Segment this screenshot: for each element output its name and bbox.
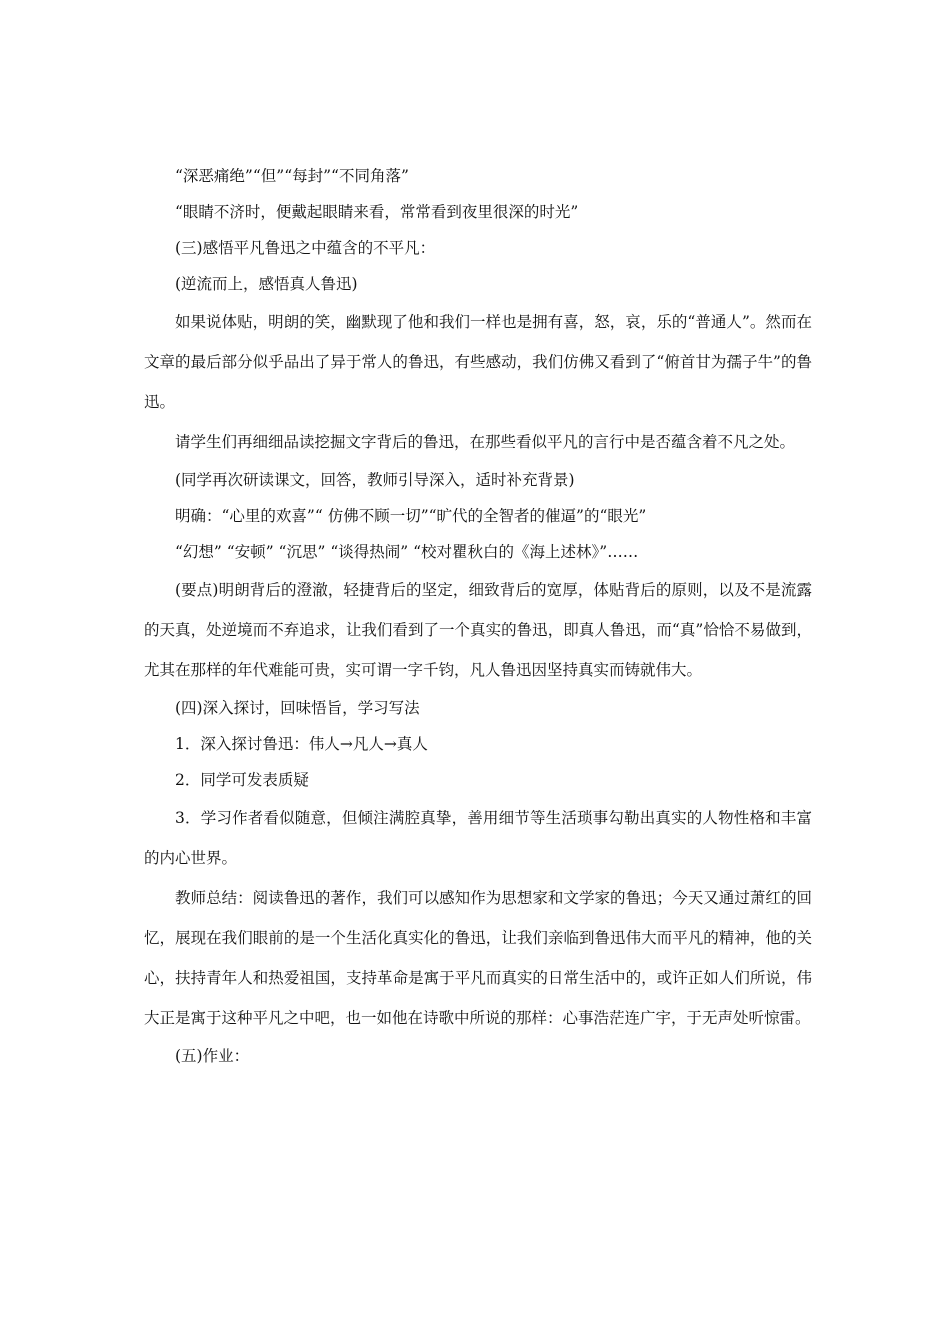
list-item-1: 1．深入探讨鲁迅：伟人→凡人→真人 bbox=[175, 735, 428, 753]
paragraph-instruction: 请学生们再细细品读挖掘文字背后的鲁迅，在那些看似平凡的言行中是否蕴含着不凡之处。 bbox=[175, 433, 796, 451]
section-heading-3: (三)感悟平凡鲁迅之中蕴含的不平凡： bbox=[175, 239, 436, 257]
paragraph-quote-glasses: “眼睛不济时，便戴起眼睛来看，常常看到夜里很深的时光” bbox=[175, 203, 579, 221]
paragraph-keywords: “深恶痛绝”“但”“每封”“不同角落” bbox=[175, 167, 409, 185]
document-body bbox=[144, 158, 812, 1074]
paragraph-key-points: (要点)明朗背后的澄澈，轻捷背后的坚定，细致背后的宽厚，体贴背后的原则，以及不是流露的天真，处逆境而不弃追求，让我们看到了一个真实的鲁迅，即真人鲁迅，而“真”恰恰不易做到，尤其在那样的年代难能可贵，实可谓一字千钧，凡人鲁迅因坚持真实而铸就伟大。 bbox=[144, 581, 812, 679]
paragraph-keyword-list: “幻想” “安顿” “沉思” “谈得热闹” “校对瞿秋白的《海上述林》”…… bbox=[175, 543, 639, 561]
paragraph-clarification: 明确：“心里的欢喜”“ 仿佛不顾一切”“旷代的全智者的催逼”的“眼光” bbox=[175, 507, 647, 525]
section-heading-5: (五)作业： bbox=[175, 1047, 250, 1065]
list-item-3: 3．学习作者看似随意，但倾注满腔真挚，善用细节等生活琐事勾勒出真实的人物性格和丰富的内心世界。 bbox=[144, 809, 812, 867]
section-heading-4: (四)深入探讨，回味悟旨，学习写法 bbox=[175, 699, 420, 717]
paragraph-subheading: (逆流而上，感悟真人鲁迅) bbox=[175, 275, 358, 293]
paragraph-class-activity: (同学再次研读课文，回答，教师引导深入，适时补充背景) bbox=[175, 471, 575, 489]
list-item-2: 2．同学可发表质疑 bbox=[175, 771, 309, 789]
paragraph-teacher-summary: 教师总结：阅读鲁迅的著作，我们可以感知作为思想家和文学家的鲁迅；今天又通过萧红的回忆，展现在我们眼前的是一个生活化真实化的鲁迅，让我们亲临到鲁迅伟大而平凡的精神，他的关心，扶持青年人和热爱祖国，支持革命是寓于平凡而真实的日常生活中的，或许正如人们所说，伟大正是寓于这种平凡之中吧，也一如他在诗歌中所说的那样：心事浩茫连广宇，于无声处听惊雷。 bbox=[144, 889, 812, 1027]
paragraph-ordinary-person: 如果说体贴，明朗的笑，幽默现了他和我们一样也是拥有喜，怒，哀，乐的“普通人”。然而在文章的最后部分似乎品出了异于常人的鲁迅，有些感动，我们仿佛又看到了“俯首甘为孺子牛”的鲁迅。 bbox=[144, 313, 812, 411]
